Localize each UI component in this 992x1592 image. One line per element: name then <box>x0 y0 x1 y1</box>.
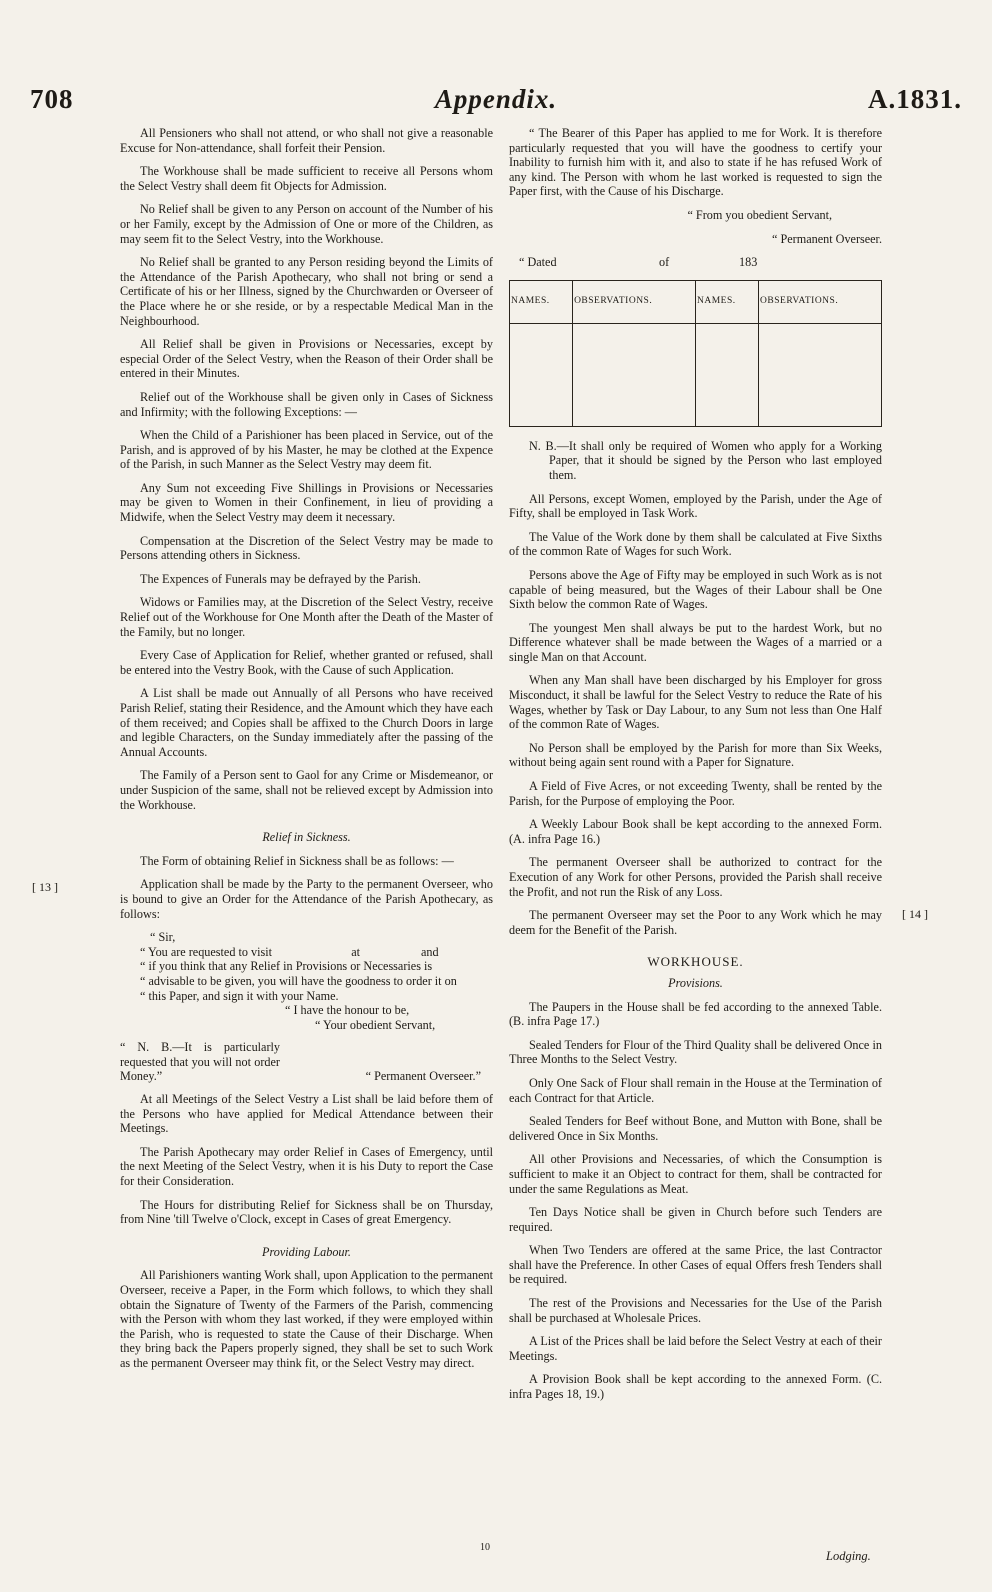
table-cell <box>759 323 882 426</box>
paragraph: The Workhouse shall be made sufficient to receive all Persons whom the Select Vestry shall deem fit Objects for Admission. <box>120 164 493 193</box>
form-line: “ I have the honour to be, <box>285 1003 410 1018</box>
form-footnote-row <box>120 1040 493 1084</box>
table-cell <box>695 323 758 426</box>
table-header: OBSERVATIONS. <box>759 280 882 323</box>
table-header: NAMES. <box>510 280 573 323</box>
dated-year: 183 <box>739 255 758 270</box>
section-heading-workhouse: WORKHOUSE. <box>647 954 744 970</box>
paragraph: Persons above the Age of Fifty may be employed in such Work as is not capable of being measured, but the Wages of their Labour shall be One Sixth below the common Rate of Wages. <box>509 567 882 612</box>
section-heading-sickness: Relief in Sickness. <box>262 830 351 845</box>
paragraph: The Value of the Work done by them shall be calculated at Five Sixths of the common Rate of Wages for such Work. <box>509 529 882 559</box>
apothecary-order-form <box>120 930 493 1032</box>
table-header: OBSERVATIONS. <box>573 280 696 323</box>
paragraph: When Two Tenders are offered at the same Price, the last Contractor shall have the Preference. In other Cases of equal Offers fresh Tenders shall be required. <box>509 1243 882 1287</box>
form-note: “ N. B.—It is particularly requested that you will not order Money.” <box>120 1040 280 1084</box>
paragraph: “ The Bearer of this Paper has applied to me for Work. It is therefore particularly requested that you will have the goodness to certify your Inability to furnish him with it, and also to state if he has refused Work of any kind. The Person with whom he last worked is requested to sign the Paper first, with the Cause of his Discharge. <box>509 126 882 199</box>
form-line: “ if you think that any Relief in Provisions or Necessaries is <box>140 959 433 974</box>
dated-of: of <box>659 255 670 270</box>
form-line: “ You are requested to visit at and <box>140 944 439 959</box>
paragraph: Application shall be made by the Party to the permanent Overseer, who is bound to give an Order for the Attendance of the Parish Apothecary, as follows: <box>120 877 493 921</box>
paragraph: Widows or Families may, at the Discretion of the Select Vestry, receive Relief out of the Workhouse for One Month after the Death of the Master of the Family, but no longer. <box>120 595 493 639</box>
paragraph: The Parish Apothecary may order Relief in Cases of Emergency, until the next Meeting of the Select Vestry, when it is his Duty to report the Case for their Consideration. <box>120 1144 493 1189</box>
margin-label-left: [ 13 ] <box>32 880 58 894</box>
table-cell <box>510 323 573 426</box>
paragraph: A List shall be made out Annually of all Persons who have received Parish Relief, stating their Residence, and the Amount which they have each of them received; and Copies shall be affixed to the Church Doors in large and legible Characters, on the Sunday immediately after the passing of the Annual Accounts. <box>120 686 493 759</box>
right-column <box>509 126 882 1411</box>
dated-label: “ Dated <box>519 255 557 270</box>
paragraph: The permanent Overseer shall be authorized to contract for the Execution of any Work for other Persons, provided the Parish shall receive the Profit, and not run the Risk of any Loss. <box>509 855 882 899</box>
table-header: NAMES. <box>695 280 758 323</box>
paragraph: No Relief shall be granted to any Person residing beyond the Limits of the Attendance of the Parish Apothecary, who shall not bring or send a Certificate of his or her Illness, signed by the Churchwarden or Overseer of the Place where he or she reside, or by a respectable Medical Man in the Neighbourhood. <box>120 255 493 328</box>
paragraph: Every Case of Application for Relief, whether granted or refused, shall be entered into the Vestry Book, with the Cause of such Application. <box>120 648 493 677</box>
signature-table <box>509 280 882 427</box>
form-line: “ this Paper, and sign it with your Name. <box>140 988 339 1003</box>
paragraph: A Weekly Labour Book shall be kept according to the annexed Form. (A. infra Page 16.) <box>509 817 882 846</box>
table-cell <box>573 323 696 426</box>
paragraph: The Expences of Funerals may be defrayed by the Parish. <box>140 571 421 586</box>
paragraph: All Pensioners who shall not attend, or who shall not give a reasonable Excuse for Non-attendance, shall forfeit their Pension. <box>120 126 493 155</box>
paragraph: All Relief shall be given in Provisions or Necessaries, except by especial Order of the Select Vestry, when the Reason of their Order shall be entered in their Minutes. <box>120 337 493 381</box>
paragraph: No Relief shall be given to any Person on account of the Number of his or her Family, except by the Admission of One or more of the Children, as may seem fit to the Select Vestry, into the Workhouse. <box>120 202 493 246</box>
paragraph: When any Man shall have been discharged by his Employer for gross Misconduct, it shall be lawful for the Select Vestry to reduce the Rate of his Wages, whether by Task or Day Labour, to any Sum not less than One Half of the common Rate of Wages. <box>509 673 882 732</box>
dated-line <box>509 255 882 270</box>
paragraph: All Parishioners wanting Work shall, upon Application to the permanent Overseer, receive a Paper, in the Form which follows, to which they shall obtain the Signature of Twenty of the Farmers of the Parish, commencing with the Person with whom they last worked, if they were employed within the Parish, who is requested to state the Cause of their Discharge. When they bring back the Papers properly signed, they shall be set to such Work as the permanent Overseer may think fit, or the Select Vestry may direct. <box>120 1268 493 1370</box>
paragraph: A Provision Book shall be kept according to the annexed Form. (C. infra Pages 18, 19.) <box>509 1372 882 1402</box>
section-heading-provisions: Provisions. <box>668 975 723 990</box>
paragraph: A List of the Prices shall be laid before the Select Vestry at each of their Meetings. <box>509 1334 882 1363</box>
paragraph: The Hours for distributing Relief for Sickness shall be on Thursday, from Nine 'till Twelve o'Clock, except in Cases of great Emergency. <box>120 1197 493 1227</box>
paragraph: Any Sum not exceeding Five Shillings in Provisions or Necessaries may be given to Women in their Confinement, in lieu of providing a Midwife, when the Select Vestry may deem it necessary. <box>120 480 493 525</box>
paragraph: At all Meetings of the Select Vestry a List shall be laid before them of the Persons who have applied for Medical Attendance between their Meetings. <box>120 1092 493 1136</box>
paragraph: A Field of Five Acres, or not exceeding Twenty, shall be rented by the Parish, for the Purpose of employing the Poor. <box>509 779 882 808</box>
paragraph: Sealed Tenders for Flour of the Third Quality shall be delivered Once in Three Months to the Select Vestry. <box>509 1037 882 1067</box>
paragraph: The youngest Men shall always be put to the hardest Work, but no Difference whatever shall be made between the Wages of a married or a single Man on that Account. <box>509 620 882 664</box>
running-year: A.1831. <box>868 84 962 114</box>
paragraph: Compensation at the Discretion of the Select Vestry may be made to Persons attending others in Sickness. <box>120 533 493 563</box>
form-line: “ advisable to be given, you will have the goodness to order it on <box>140 973 457 988</box>
paragraph: The Family of a Person sent to Gaol for any Crime or Misdemeanor, or under Suspicion of the same, shall not be relieved except by Admission into the Workhouse. <box>120 768 493 812</box>
left-column <box>120 126 493 1380</box>
paragraph: The Paupers in the House shall be fed according to the annexed Table. (B. infra Page 17.) <box>509 999 882 1029</box>
catchword: Lodging. <box>826 1549 871 1563</box>
form-line: “ Sir, <box>150 930 176 945</box>
running-title: Appendix. <box>434 84 558 114</box>
form-signature: “ Permanent Overseer.” <box>365 1069 481 1084</box>
paragraph: All other Provisions and Necessaries, of which the Consumption is sufficient to make it an Object to contract for them, shall be contracted for under the same Regulations as Meat. <box>509 1152 882 1196</box>
paragraph: The Form of obtaining Relief in Sickness shall be as follows: — <box>140 853 454 868</box>
nota-bene: N. B.—It shall only be required of Women who apply for a Working Paper, that it should be signed by the Person who last employed them. <box>529 438 882 482</box>
paragraph: All Persons, except Women, employed by the Parish, under the Age of Fifty, shall be employed in Task Work. <box>509 491 882 521</box>
form-line: “ From you obedient Servant, <box>687 207 832 222</box>
form-line: “ Permanent Overseer. <box>772 231 882 246</box>
form-line: “ Your obedient Servant, <box>315 1017 436 1032</box>
paragraph: No Person shall be employed by the Parish for more than Six Weeks, without being again sent round with a Paper for Signature. <box>509 740 882 770</box>
paragraph: Relief out of the Workhouse shall be given only in Cases of Sickness and Infirmity; with the following Exceptions: — <box>120 389 493 419</box>
paragraph: Only One Sack of Flour shall remain in the House at the Termination of each Contract for that Article. <box>509 1075 882 1105</box>
signature-mark: 10 <box>480 1542 490 1553</box>
paragraph: The permanent Overseer may set the Poor to any Work which he may deem for the Benefit of the Parish. <box>509 908 882 937</box>
paragraph: The rest of the Provisions and Necessaries for the Use of the Parish shall be purchased at Wholesale Prices. <box>509 1296 882 1325</box>
paragraph: Ten Days Notice shall be given in Church before such Tenders are required. <box>509 1205 882 1234</box>
margin-label-right: [ 14 ] <box>902 907 928 921</box>
paragraph: Sealed Tenders for Beef without Bone, and Mutton with Bone, shall be delivered Once in Six Months. <box>509 1114 882 1143</box>
paragraph: When the Child of a Parishioner has been placed in Service, out of the Parish, and is approved of by his Master, he may be clothed at the Expence of the Parish, in such Manner as the Select Vestry may deem fit. <box>120 428 493 472</box>
page-number: 708 <box>30 84 74 114</box>
section-heading-labour: Providing Labour. <box>262 1244 351 1259</box>
